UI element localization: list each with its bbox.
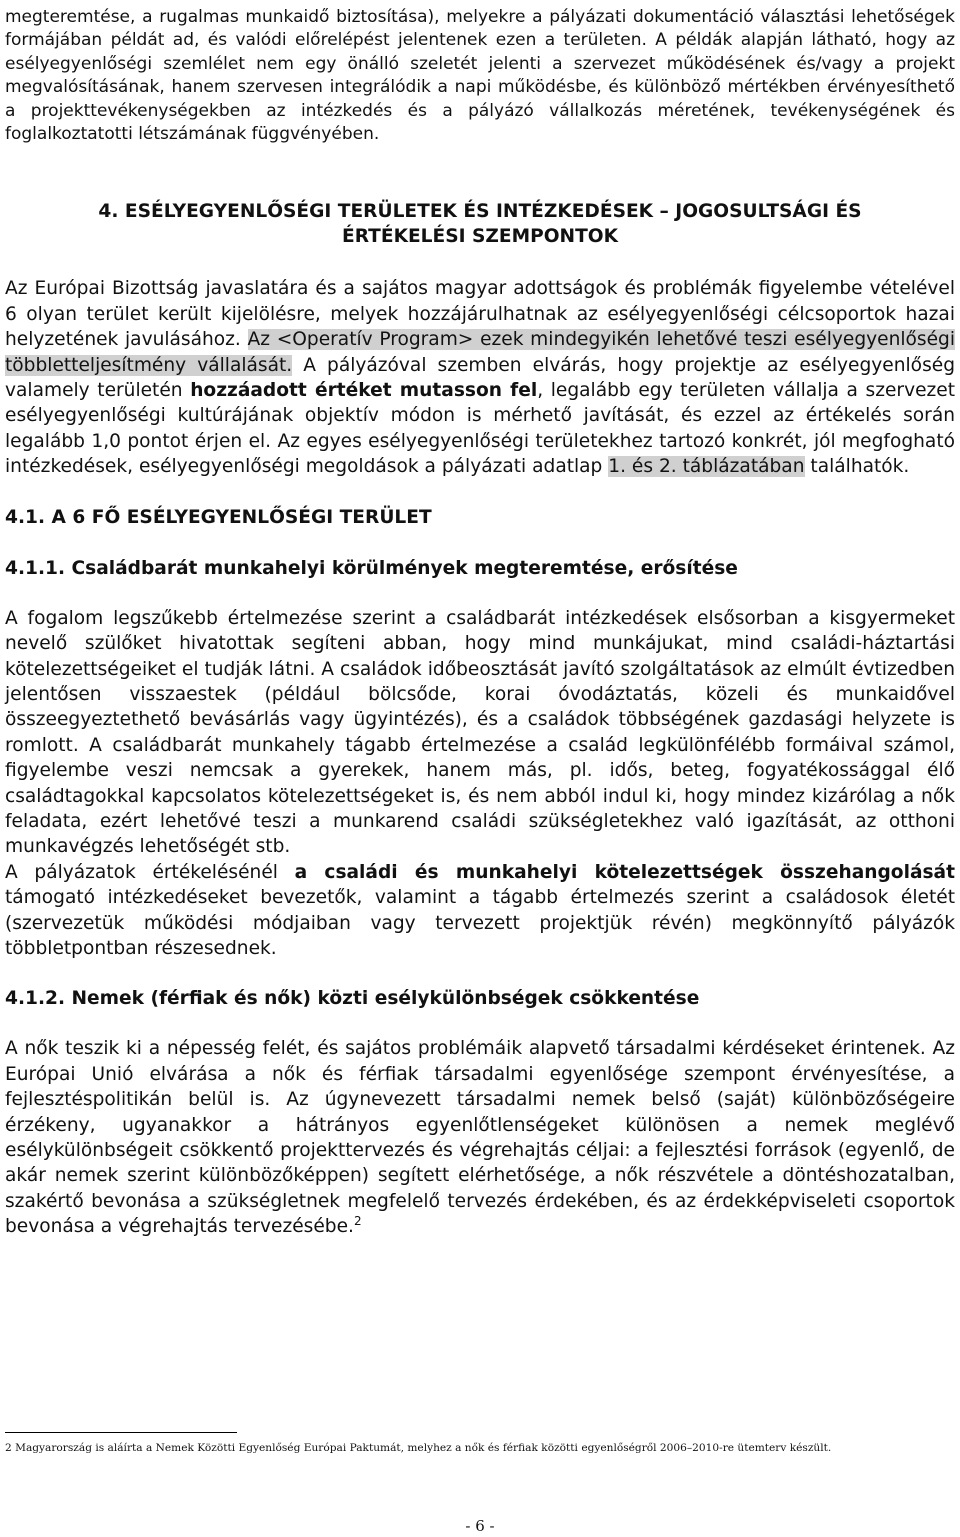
section-4-paragraph xyxy=(5,276,955,479)
text-run: találhatók. xyxy=(804,456,910,478)
text-run: Az Európai Bizottság javaslatára és a sajátos magyar adottságok és problémák figyelembe vételével 6 olyan terület került kijelölésre, melyek hozzájárulhatnak az esélyegyenlőségi célcsoportok hazai helyzetének javulásához. xyxy=(5,278,955,351)
bold-text: hozzáadott értéket mutasson fel xyxy=(190,380,538,402)
page-number: - 6 - xyxy=(465,1517,495,1535)
text-run: , legalább egy területen vállalja a szervezet esélyegyenlőségi kultúrájának objektív módon is mérhető javítását, és ezzel az értékelés során legalább 1,0 pontot érjen el. Az egyes esélyegyenlőségi területekhez tartozó konkrét, jól megfogható intézkedések, esélyegyenlőségi megoldások a pályázati adatlap xyxy=(5,380,956,478)
section-4-heading xyxy=(5,199,955,249)
text-run: A pályázóval szemben elvárás, hogy projektje az esélyegyenlőség valamely területén xyxy=(5,354,955,402)
text-run: támogató intézkedéseket bevezetők, valamint a tágabb értelmezés szerint a családosok életét (szervezetük működési módjaiban vagy tervezett projektjük révén) megkönnyítő pályázók többletpontban részesednek. xyxy=(5,887,955,959)
footnote: 2 Magyarország is aláírta a Nemek Közötti Egyenlőség Európai Paktumát, melyhez a nők és férfiak közötti egyenlőségről 2006–2010-re ütemterv készült. xyxy=(5,1442,832,1454)
intro-paragraph: megteremtése, a rugalmas munkaidő biztosítása), melyekre a pályázati dokumentáció választási lehetőségek formájában példát ad, és valódi előrelépést jelentenek ezen a területen. A példák alapján látható, hogy az esélyegyenlőségi szemlélet nem egy önálló szeletét jelenti a szervezet működésének és/vagy a projekt megvalósításának, hanem szervesen integrálódik a napi működésbe, és különböző mértékben érvényesíthető a projekttevékenységekben az intézkedés és a pályázó vállalkozás méretének, tevékenységének és foglalkoztatotti létszámának függvényében. xyxy=(5,7,955,145)
text-run: A pályázatok értékelésénél xyxy=(5,861,295,883)
section-4-heading-line1: 4. ESÉLYEGYENLŐSÉGI TERÜLETEK ÉS INTÉZKEDÉSEK – JOGOSULTSÁGI ÉS xyxy=(98,201,862,223)
highlighted-text: 1. és 2. táblázatában xyxy=(608,456,805,478)
text-run: A nők teszik ki a népesség felét, és sajátos problémáik alapvető társadalmi kérdéseket érintenek. Az Európai Unió elvárása a nők és férfiak társadalmi egyenlősége szempont érvényesítése, a fejlesztéspolitikán belül is. Az úgynevezett társadalmi nemek belső (saját) különbözőségeire érzékeny, ugyanakkor a hátrányos egyenlőtlenségeket különösen a nemek meglévő esélykülönbségeit csökkentő projekttervezés és végrehajtás céljai: a fejlesztési források (egyenlő, de akár nemek szerint különbözőképpen) segített elérhetősége, a nők részvétele a döntéshozatalban, szakértő bevonása a szükségletnek megfelelő tervezés érdekében, és az érdekképviseleti csoportok bevonása a végrehajtás tervezésébe. xyxy=(5,1038,955,1238)
section-4-1-1-paragraph-1: A fogalom legszűkebb értelmezése szerint a családbarát intézkedések elsősorban a kisgyermeket nevelő szülőket hivatottak segíteni abban, hogy mind munkájukat, mind családi-háztartási kötelezettségeiket el tudják látni. A családok időbeosztását javító szolgáltatások az elmúlt évtizedben jelentősen visszaestek (például bölcsőde, korai óvodáztatás, közeli és munkaidővel összeegyeztethető bevásárlás vagy ügyintézés), és a családok többségének gazdasági helyzete is romlott. A családbarát munkahely tágabb értelmezése a család legkülönfélébb formáival számol, figyelembe veszi nemcsak a gyerekek, hanem más, pl. idős, beteg, fogyatékossággal élő családtagokkal kapcsolatos kötelezettségeket is, és nem abból indul ki, hogy mindez kizárólag a nők feladata, ezért lehetővé teszi a munkarend családi szükségletekhez való igazítását, az otthoni munkavégzés lehetőségét stb. xyxy=(5,607,955,858)
footnote-reference[interactable]: 2 xyxy=(353,1214,362,1229)
footnote-divider xyxy=(5,1432,237,1433)
section-4-1-2-heading: 4.1.2. Nemek (férfiak és nők) közti esélykülönbségek csökkentése xyxy=(5,988,700,1010)
section-4-1-2-paragraph xyxy=(5,1036,955,1239)
highlighted-text: Az <Operatív Program> ezek mindegyikén lehetővé teszi esélyegyenlőségi többletteljesítmény vállalását. xyxy=(5,329,955,376)
section-4-1-heading: 4.1. A 6 FŐ ESÉLYEGYENLŐSÉGI TERÜLET xyxy=(5,506,432,528)
section-4-1-1-paragraph-2 xyxy=(5,860,955,962)
section-4-heading-line2: ÉRTÉKELÉSI SZEMPONTOK xyxy=(342,226,618,248)
section-4-1-1-heading: 4.1.1. Családbarát munkahelyi körülmények megteremtése, erősítése xyxy=(5,557,738,579)
document-page xyxy=(5,0,955,1240)
bold-text: a családi és munkahelyi kötelezettségek összehangolását xyxy=(294,861,955,883)
